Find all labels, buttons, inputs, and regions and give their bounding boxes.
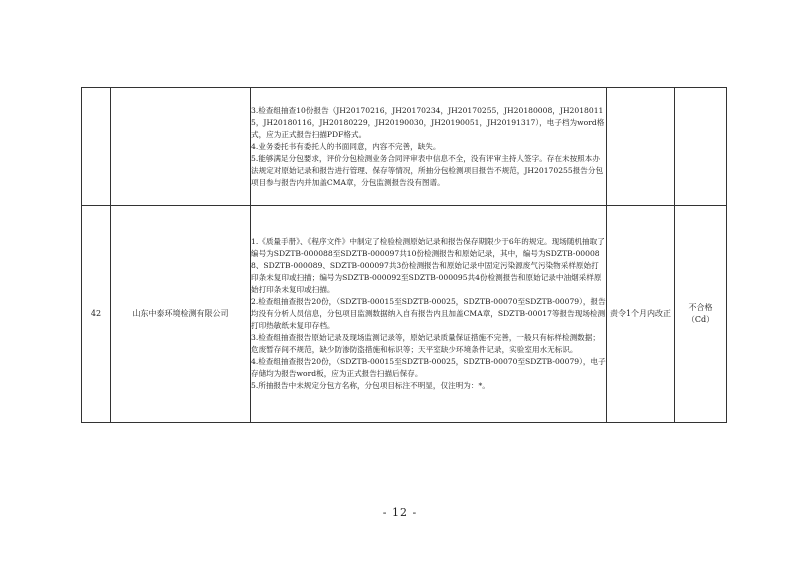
issue-item: 5.能够满足分包要求，评价分包检测业务合同评审表中信息不全，没有评审主持人签字。存在未按照本办法规定对原始记录和报告进行管理、保存等情况，所抽分包检测项目报告不规范，JH20170255报告分包项目参与报告内并加盖CMA章，分包监测报告没有图谱。 <box>251 153 604 187</box>
result-grade: （Cd） <box>686 315 715 324</box>
issue-item: 3.检查组抽查10份报告（JH20170216，JH20170234，JH20170255，JH20180008，JH20180115，JH20180116，JH20180229，JH20190030，JH20190051，JH20191317），电子档为word格式，应为正式报告扫描PDF格式。 <box>251 105 605 139</box>
issue-item: 3.检查组抽查报告原始记录及现场监测记录等，原始记录质量保证措施不完善，一般只有标样检测数据；危废暂存间不规范，缺少防渗防盗措施和标识等；天平室缺少环境条件记录，实验室用水无标识。 <box>251 333 600 354</box>
result-cell <box>675 206 727 423</box>
row-number-cell <box>82 88 111 206</box>
issue-item: 4.业务委托书有委托人的书面同意，内容不完善，缺失。 <box>251 141 441 151</box>
issue-details-cell <box>251 88 607 206</box>
inspection-results-table <box>81 87 727 423</box>
issue-item: 5.所抽报告中未规定分包方名称，分包项目标注不明显，仅注明为：*。 <box>251 381 490 390</box>
result-cell <box>675 88 727 206</box>
issue-item: 1.《质量手册》、《程序文件》中制定了检验检测原始记录和报告保存期限少于6年的规定。现场随机抽取了编号为SDZTB-000088至SDZTB-000097共10份检测报告和原始记录，其中，编号为SDZTB-000088、SDZTB-000089、SDZTB-000097共3份检测报告和原始记录中固定污染源废气污染物采样原始打印条未复印或扫描；编号为SDZTB-000092至SDZTB-000095共4份检测报告和原始记录中油烟采样原始打印条未复印或扫描。 <box>251 237 605 294</box>
issue-item: 2.检查组抽查报告20份，（SDZTB-00015至SDZTB-00025，SDZTB-00070至SDZTB-00079），报告均没有分析人员信息，分包项目监测数据纳入自有报告内且加盖CMA章，SDZTB-00017等报告现场检测打印热敏纸未复印存档。 <box>251 297 606 330</box>
issue-details-cell <box>251 206 607 423</box>
result-verdict: 不合格 <box>688 303 713 312</box>
company-name-cell <box>111 88 251 206</box>
corrective-action-text: 责令1个月内改正 <box>609 309 672 318</box>
row-number-cell: 42 <box>82 206 111 423</box>
page-number: - 12 - <box>382 506 418 519</box>
company-name-cell: 山东中泰环境检测有限公司 <box>111 206 251 423</box>
table-row <box>82 206 727 423</box>
action-cell <box>607 206 675 423</box>
issue-item: 4.检查组抽查报告20份，（SDZTB-00015至SDZTB-00025，SDZTB-00070至SDZTB-00079），电子存储均为报告word板，应为正式报告扫描后保存。 <box>251 357 606 378</box>
action-cell <box>607 88 675 206</box>
table-row <box>82 88 727 206</box>
